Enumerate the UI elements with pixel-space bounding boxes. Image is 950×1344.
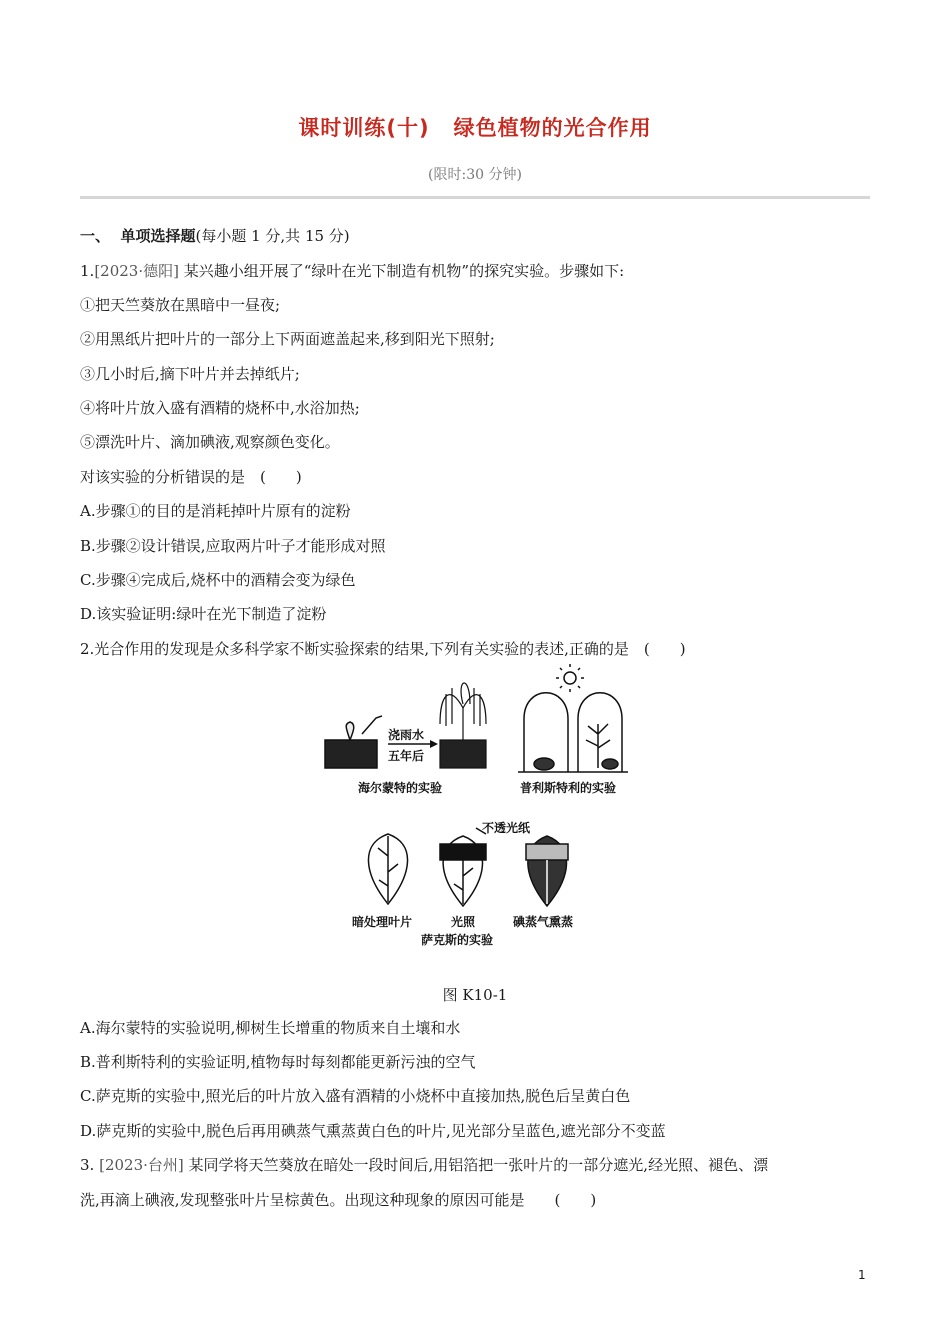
arrow-text-years: 五年后 (388, 749, 425, 763)
helmont-before-pot (325, 716, 382, 768)
q2-option-d: D.萨克斯的实验中,脱色后再用碘蒸气熏蒸黄白色的叶片,见光部分呈蓝色,遮光部分不变蓝 (80, 1122, 666, 1140)
question-1-stem (80, 261, 624, 281)
label-helmont: 海尔蒙特的实验 (358, 781, 443, 795)
arrow-text-rain: 浇雨水 (388, 728, 425, 742)
title-topic: 绿色植物的光合作用 (453, 116, 652, 140)
q1-option-b: B.步骤②设计错误,应取两片叶子才能形成对照 (80, 537, 386, 555)
q1-step: ⑤漂洗叶片、滴加碘液,观察颜色变化。 (80, 433, 340, 451)
figure-caption: 图 K10-1 (442, 986, 508, 1004)
page-title (0, 112, 950, 142)
q3-text-line1: 某同学将天竺葵放在暗处一段时间后,用铝箔把一张叶片的一部分遮光,经光照、褪色、漂 (188, 1156, 769, 1174)
section-number: 一、 (80, 227, 111, 245)
section-name: 单项选择题 (120, 227, 196, 245)
q1-step: ④将叶片放入盛有酒精的烧杯中,水浴加热; (80, 399, 360, 417)
q1-question: 对该实验的分析错误的是 ( ) (80, 468, 302, 486)
section-note: (每小题 1 分,共 15 分) (195, 227, 350, 245)
title-main: 课时训练(十) (298, 116, 430, 140)
question-3-stem (80, 1155, 768, 1175)
willow-tree (440, 683, 486, 768)
page-number: 1 (858, 1268, 866, 1282)
helmont-arrow (388, 727, 438, 763)
q3-number: 3. (80, 1156, 95, 1174)
label-iodine: 碘蒸气熏蒸 (513, 915, 574, 929)
q1-step: ③几小时后,摘下叶片并去掉纸片; (80, 365, 300, 383)
q1-step: ①把天竺葵放在黑暗中一昼夜; (80, 296, 281, 314)
q3-text-line2: 洗,再滴上碘液,发现整张叶片呈棕黄色。出现这种现象的原因可能是 ( ) (80, 1191, 597, 1209)
label-priestley: 普利斯特利的实验 (520, 781, 617, 795)
q3-source-tag: [2023·台州] (99, 1156, 184, 1174)
q1-step: ②用黑纸片把叶片的一部分上下两面遮盖起来,移到阳光下照射; (80, 330, 495, 348)
label-opaque-paper: 不透光纸 (482, 821, 531, 835)
q1-number: 1. (80, 262, 95, 280)
q1-option-d: D.该实验证明:绿叶在光下制造了淀粉 (80, 605, 327, 623)
label-light: 光照 (451, 915, 476, 929)
q2-option-c: C.萨克斯的实验中,照光后的叶片放入盛有酒精的小烧杯中直接加热,脱色后呈黄白色 (80, 1087, 631, 1105)
experiment-figure (300, 664, 650, 964)
label-dark-leaf: 暗处理叶片 (352, 915, 413, 929)
label-sachs: 萨克斯的实验 (421, 933, 494, 947)
q2-option-b: B.普利斯特利的实验证明,植物每时每刻都能更新污浊的空气 (80, 1053, 476, 1071)
leaf-iodine-fumed (526, 836, 568, 906)
q1-text: 某兴趣小组开展了“绿叶在光下制造有机物”的探究实验。步骤如下: (183, 262, 625, 280)
q1-source-tag: [2023·德阳] (94, 262, 179, 280)
q1-option-c: C.步骤④完成后,烧杯中的酒精会变为绿色 (80, 571, 356, 589)
leaf-dark-treated (368, 834, 407, 904)
q1-option-a: A.步骤①的目的是消耗掉叶片原有的淀粉 (80, 502, 351, 520)
time-limit: (限时:30 分钟) (428, 167, 522, 183)
header-divider (80, 196, 870, 199)
priestley-bell-jars (518, 664, 628, 772)
section-heading (80, 226, 350, 246)
question-2-stem: 2.光合作用的发现是众多科学家不断实验探索的结果,下列有关实验的表述,正确的是 ( ) (80, 640, 686, 658)
q2-option-a: A.海尔蒙特的实验说明,柳树生长增重的物质来自土壤和水 (80, 1019, 461, 1037)
leaf-light-covered (440, 828, 486, 906)
